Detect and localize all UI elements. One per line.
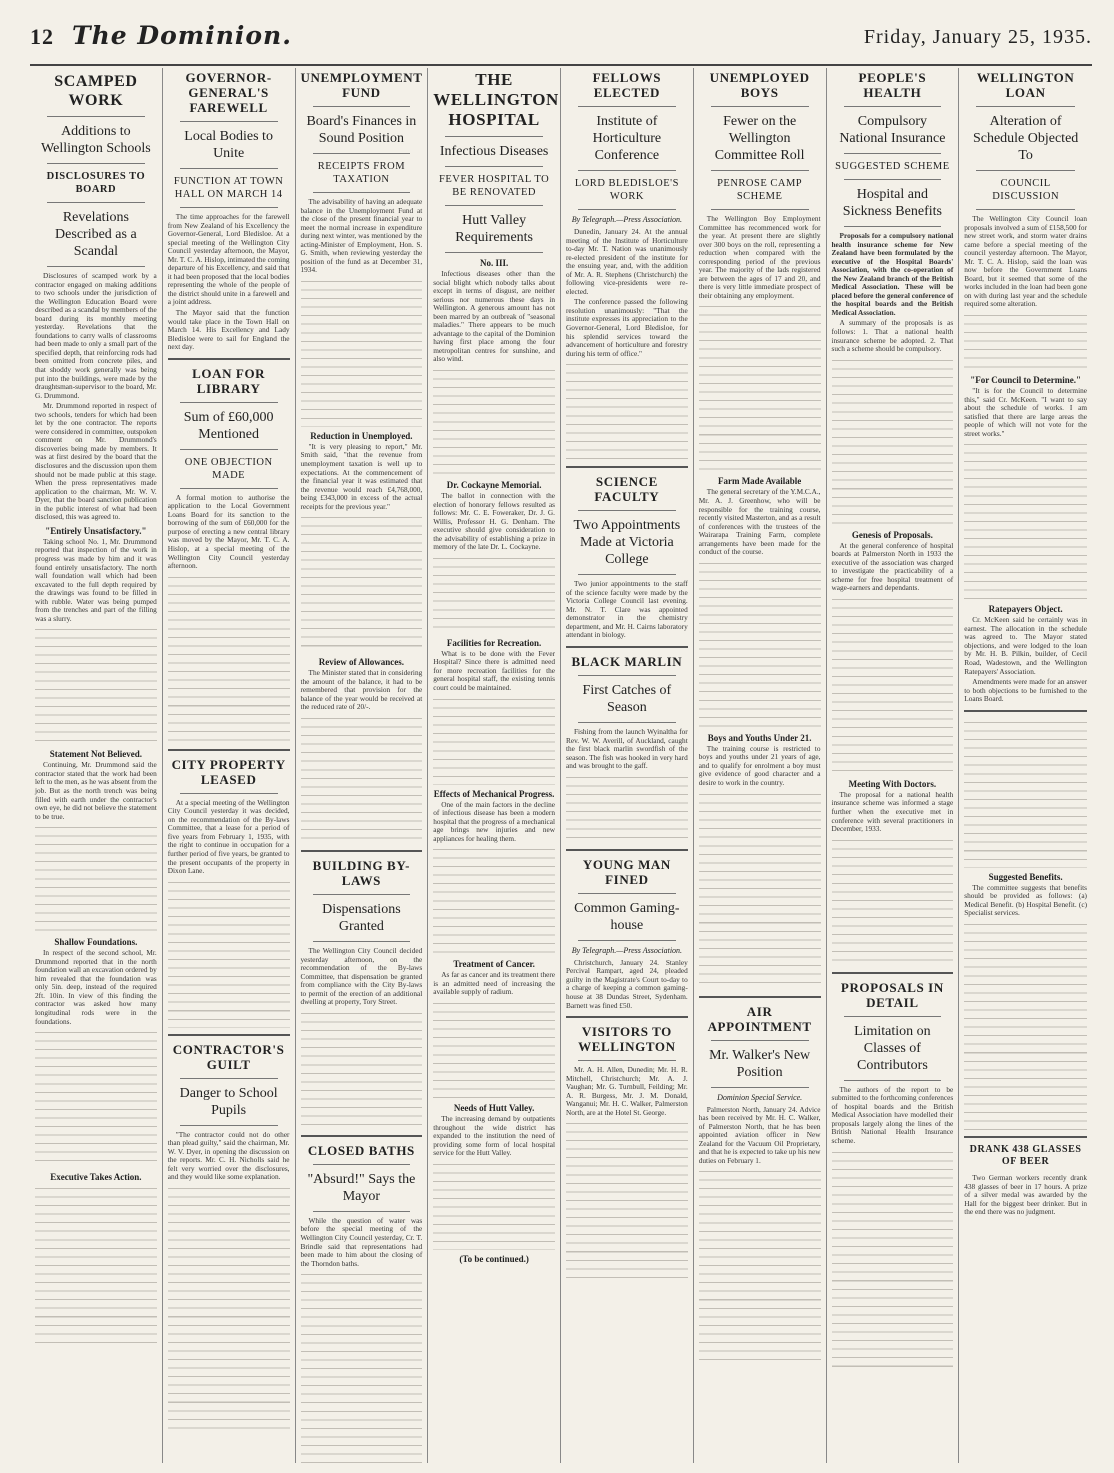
article-body: Two German workers recently drank 438 glasses of beer in 17 hours. A prize of a silver medal was awarded by the Hall for the biggest beer drinker. But in the end there was no judgment. — [964, 1172, 1087, 1217]
article-body: The authors of the report to be submitted to the forthcoming conferences of hospital boards and the British Medical Association have modelled their proposals largely along the lines of the British National Health Insurance scheme. — [831, 1084, 954, 1145]
column-6 — [694, 68, 827, 1463]
article-body: Christchurch, January 24. Stanley Percival Rampart, aged 24, pleaded guilty in the Magistrate's Court to-day to a charge of keeping a common gaming-house at 38 Dundas Street, Sydenham. Barnett was fined £50. — [566, 957, 688, 1010]
column-3 — [296, 68, 429, 1463]
article-body: In respect of the second school, Mr. Drummond reported that in the north foundation wall an excavation ordered by him revealed that the foundation was only 5in. deep, instead of the required 2ft. 10in. In view of this finding the contractor was asked how many longitudinal rods were in the foundations. — [35, 948, 157, 1026]
article-body: Dunedin, January 24. At the annual meeting of the Institute of Horticulture to-day Mr. T. Nation was unanimously re-elected president of the institute for the ensuing year, and, with the addition of Mr. A. R. Stephens (Christchurch) the following vice-presidents were re-elected. The conference passed the following resolution unanimously: "That the institute expresses its appreciation to the Governor-General, Lord Bledisloe, for his splendid services toward the advancement of horticulture and forestry during his term of office." — [566, 227, 688, 358]
article-body: Disclosures of scamped work by a contractor engaged on making additions to two schools under the jurisdiction of the Wellington Education Board were described as a scandal by members of the board during its monthly meeting yesterday. Revelations that the foundations to carry walls of classrooms had been made to only a small part of the specified depth, that reinforcing rods had been omitted from concrete piles, and that shoddy work generally was being put into the buildings, were made by the draughtsman-supervisor to the board, Mr. G. Drummond. Mr. Drummond reported in respect of two schools, tenders for which had been let by the one contractor. The reports were considered in committee, outspoken comment on Mr. Drummond's discoveries being made by members. It was at first desired by the board that the disclosures and the discussion upon them should not be made public at this stage. When the press representatives made application to the chairman, Mr. W. V. Dyer, that the board sanction publication in the public interest of what had been disclosed, this was agreed to. — [35, 271, 157, 522]
article-deck: SUGGESTED SCHEME — [835, 161, 950, 172]
article-body: Continuing, Mr. Drummond said the contractor stated that the work had been left to the men, as he was absent from the job. But as the north trench was being filled with earth under the contractor's own eye, he did not believe the statement to be true. — [35, 760, 157, 821]
article-deck: FEVER HOSPITAL TO BE RENOVATED — [439, 174, 550, 198]
series-number: No. III. — [479, 258, 509, 268]
article-headline: PROPOSALS IN DETAIL — [840, 979, 944, 1010]
article-deck: Danger to School Pupils — [179, 1085, 278, 1118]
newspaper-columns — [30, 68, 1092, 1463]
article-headline: LOAN FOR LIBRARY — [192, 365, 266, 396]
article-headline: SCAMPED WORK — [54, 73, 138, 109]
article-body: The training course is restricted to boys and youths under 21 years of age, and to qualify for enrolment a boy must give evidence of good character and a desire to work in the country. — [698, 743, 821, 788]
article-subhead: "For Council to Determine." — [970, 375, 1082, 386]
article-subhead: Treatment of Cancer. — [453, 959, 535, 970]
article-subhead: Ratepayers Object. — [988, 604, 1063, 615]
article-subhead: Suggested Benefits. — [988, 871, 1063, 882]
article-body: The proposal for a national health insurance scheme was informed a stage further when the executive met in conference with several practitioners in December, 1933. — [831, 789, 954, 834]
article-deck: ONE OBJECTION MADE — [184, 456, 273, 481]
column-4 — [428, 68, 561, 1463]
article-subhead: "Entirely Unsatisfactory." — [45, 525, 147, 536]
article-deck: Limitation on Classes of Contributors — [854, 1023, 931, 1073]
article-deck: Infectious Diseases — [439, 144, 549, 159]
article-headline: AIR APPOINTMENT — [707, 1003, 812, 1034]
article-deck: Sum of £60,000 Mentioned — [183, 409, 274, 442]
byline: By Telegraph.—Press Association. — [571, 215, 683, 224]
article-headline: CONTRACTOR'S GUILT — [172, 1041, 285, 1072]
article-headline: CITY PROPERTY LEASED — [171, 756, 286, 787]
article-headline: YOUNG MAN FINED — [582, 856, 671, 887]
article-body: The Minister stated that in considering the amount of the balance, it had to be remembered that provision for the balance of the year would be received at the reduced rate of 20/-. — [300, 668, 423, 712]
article-deck: DISCLOSURES TO BOARD — [46, 171, 146, 195]
column-7 — [827, 68, 960, 1463]
article-body: While the question of water was before the special meeting of the Wellington City Council yesterday, Cr. T. Brindle said that representations had been made to him about the closing of the Thorndon baths. — [300, 1215, 423, 1268]
article-headline: SCIENCE FACULTY — [594, 474, 660, 505]
article-deck: FUNCTION AT TOWN HALL ON MARCH 14 — [173, 176, 284, 200]
article-headline: VISITORS TO WELLINGTON — [578, 1024, 676, 1055]
article-body: The ballot in connection with the election of honorary fellows resulted as follows: Mr. C. E. Foweraker, Dr. J. G. Willis, Professor H. G. Denham. The executive should give consideration to the advisability of establishing a prize in memory of the late Dr. L. Cockayne. — [433, 491, 555, 552]
column-2 — [163, 68, 296, 1463]
article-subhead: Effects of Mechanical Progress. — [433, 788, 555, 799]
article-deck: RECEIPTS FROM TAXATION — [317, 161, 406, 185]
article-body: Taking school No. 1, Mr. Drummond reported that inspection of the work in progress was made by him and it was found entirely unsatisfactory. The north wall foundation wall which had been excavated to the full depth required by the drawings was found to be filled in with rubble. Water was being pumped from the trenches and part of the filling was a slurry. — [35, 536, 157, 623]
article-body: At a special meeting of the Wellington City Council yesterday it was decided, on the recommendation of the By-laws Committee, that a lease for a period of five years from February 1, 1935, with the right to continue in occupation for a further period of five years, be granted to the present occupants of the property in Dixon Lane. — [167, 797, 290, 876]
article-body: Fishing from the launch Wyinaltha for Rev. W. W. Averill, of Auckland, caught the first black marlin swordfish of the season. The fish was hooked in very hard and was brought to the gaff. — [566, 727, 688, 771]
article-subhead: Shallow Foundations. — [54, 937, 138, 948]
article-deck: COUNCIL DISCUSSION — [992, 178, 1060, 202]
article-body: Infectious diseases other than the social blight which nobody talks about except in terms of disgust, are neither serious nor numerous these days in Wellington. A generous amount has not been marred by an outbreak of "seasonal maladies." There appears to be much advantage to the capital of the Dominion having first place among the four metropolitan centres for sunshine, and also wind. — [433, 269, 555, 364]
article-headline: WELLINGTON LOAN — [976, 70, 1075, 100]
article-body: The Wellington City Council loan proposals involved a sum of £158,500 for new street work, and storm water drains came before a special meeting of the council yesterday afternoon. The Mayor, Mr. T. C. A. Hislop, said the loan was now before the Government Loans Board, but it seemed that some of the works included in the loan had been gone on with during last year and the schedule required some alteration. — [964, 214, 1087, 309]
article-headline: CLOSED BATHS — [307, 1142, 415, 1158]
article-body: Proposals for a compulsory national health insurance scheme for New Zealand have been formulated by the executive of the Hospital Boards' Association, with the co-operation of the New Zealand branch of the British Medical Association. These will be placed before the general conference of the hospital boards and the British Medical Association. A summary of the proposals is as follows: 1. That a national health insurance scheme be adopted. 2. That such a scheme should be compulsory. — [831, 231, 954, 354]
article-deck: LORD BLEDISLOE'S WORK — [574, 178, 679, 202]
article-deck: Common Gaming-house — [574, 900, 680, 933]
article-body: "The contractor could not do other than plead guilty," said the chairman, Mr. W. V. Dyer, in opening the discussion on the reports. Mr. C. H. Nicholls said he felt very worried over the disclosures, and they would like some explanation. — [167, 1129, 290, 1182]
article-headline: UNEMPLOYED BOYS — [709, 70, 810, 100]
article-subhead: Meeting With Doctors. — [848, 778, 937, 789]
article-body: As far as cancer and its treatment there is an admitted need of increasing the available supply of radium. — [433, 970, 555, 997]
column-8 — [959, 68, 1092, 1463]
article-deck: PENROSE CAMP SCHEME — [717, 178, 803, 202]
article-deck: Compulsory National Insurance — [839, 114, 946, 146]
article-body: Cr. McKeen said he certainly was in earnest. The allocation in the schedule was agreed to. The Mayor stated objections, and were lodged to the loan by Mr. H. B. Pilkin, builder, of Cecil Road, Wadestown, and the Wellington Ratepayers' Association. Amendments were made for an answer to both objections to be furnished to the Loans Board. — [964, 615, 1087, 704]
article-headline: BLACK MARLIN — [571, 654, 683, 670]
page-number: 12 — [30, 24, 54, 49]
continued-note: (To be continued.) — [459, 1253, 529, 1264]
article-body: The increasing demand by outpatients throughout the wide district has expanded to the institution the need of providing some form of local hospital service for the Hutt Valley. — [433, 1113, 555, 1158]
byline: By Telegraph.—Press Association. — [571, 945, 683, 955]
article-subhead: Statement Not Believed. — [49, 749, 142, 760]
article-subhead: Boys and Youths Under 21. — [707, 732, 812, 743]
issue-date: Friday, January 25, 1935. — [863, 26, 1092, 48]
article-body: One of the main factors in the decline of infectious disease has been a modern hospital that the progress of a mechanical age brings new injuries and new appliances for healing them. — [433, 799, 555, 843]
article-deck: Mr. Walker's New Position — [709, 1047, 811, 1080]
article-deck: Additions to Wellington Schools — [41, 124, 151, 156]
article-headline: DRANK 438 GLASSES OF BEER — [969, 1143, 1082, 1167]
article-body: The Wellington Boy Employment Committee has recommenced work for the year. At present there are slightly over 300 boys on the roll, representing a reduction when compared with the corresponding period of the previous year. The majority of the lads registered are between the ages of 17 and 20, and there is very little immediate prospect of their obtaining any employment. — [698, 214, 821, 300]
article-deck: Dispensations Granted — [322, 902, 401, 935]
article-body: The time approaches for the farewell from New Zealand of his Excellency the Governor-General, Lord Bledisloe. At a special meeting of the Wellington City Council yesterday afternoon, the Mayor, Mr. T. C. A. Hislop, intimated the coming departure of his Excellency, and said that it had been proposed that the local bodies representing the whole of the people of the district should unite in a farewell and a joint address. The Mayor said that the function would take place in the Town Hall on March 14. His Excellency and Lady Bledisloe were to sail for England the next day. — [167, 212, 290, 352]
article-headline: FELLOWS ELECTED — [592, 70, 662, 100]
article-headline: UNEMPLOYMENT FUND — [300, 70, 423, 100]
masthead — [30, 18, 1092, 66]
article-subhead: Needs of Hutt Valley. — [453, 1102, 535, 1113]
article-subhead: Genesis of Proposals. — [851, 529, 933, 540]
article-deck: Alteration of Schedule Objected To — [972, 114, 1079, 163]
article-body: A formal motion to authorise the application to the Local Government Loans Board for its sanction to the borrowing of the sum of £60,000 for the purpose of erecting a new central library was moved by the Mayor, Mr. T. C. A. Hislop, at a special meeting of the Wellington City Council yesterday afternoon. — [167, 492, 290, 571]
column-1 — [30, 68, 163, 1463]
article-headline: GOVERNOR-GENERAL'S FAREWELL — [185, 70, 272, 115]
article-deck: Fewer on the Wellington Committee Roll — [714, 114, 805, 163]
article-subhead: Executive Takes Action. — [50, 1172, 142, 1183]
article-subhead: Dr. Cockayne Memorial. — [446, 480, 542, 491]
article-deck: Hospital and Sickness Benefits — [842, 187, 942, 219]
article-headline: PEOPLE'S HEALTH — [858, 70, 927, 100]
byline: Dominion Special Service. — [717, 1092, 803, 1102]
article-body: What is to be done with the Fever Hospital? Since there is admitted need for more recreation facilities for the general hospital staff, the existing tennis court could be maintained. — [433, 648, 555, 693]
article-body: The committee suggests that benefits should be provided as follows: (a) Medical Benefit. (b) Hospital Benefit. (c) Specialist services. — [964, 882, 1087, 918]
article-deck: Institute of Horticulture Conference — [592, 114, 662, 163]
article-deck: Board's Finances in Sound Position — [306, 114, 417, 146]
article-body: The general secretary of the Y.M.C.A., Mr. A. J. Greenhow, who will be responsible for the training course, recently visited Masterton, and as a result of conferences with the trustees of the Wairarapa Training Farm, complete arrangements have been made for the conduct of the course. — [698, 487, 821, 557]
article-body: Mr. A. H. Allen, Dunedin; Mr. H. R. Mitchell, Christchurch; Mr. A. J. Vaughan; Mr. G. Turnbull, Feilding; Mr. A. R. Burgess, Mr. J. M. Donald, Wanganui; Mr. H. C. Walker, Palmerston North, are at the Hotel St. George. — [566, 1065, 688, 1117]
article-deck: First Catches of Season — [582, 683, 672, 716]
article-headline: BUILDING BY-LAWS — [312, 858, 411, 889]
article-body: Two junior appointments to the staff of the science faculty were made by the Victoria College Council last evening. Mr. N. T. Clare was appointed demonstrator in the chemistry department, and Mr. H. Cairns laboratory attendant in biology. — [566, 579, 688, 640]
article-body: "It is very pleasing to report," Mr. Smith said, "that the revenue from unemployment taxation is well up to expectations. At the commencement of the financial year it was estimated that the revenue would reach £4,768,000, being £343,000 in excess of the actual receipts for the previous year." — [300, 441, 423, 511]
article-deck: Revelations Described as a Scandal — [55, 210, 137, 259]
article-deck: Local Bodies to Unite — [184, 129, 273, 161]
article-subhead: Farm Made Available — [717, 476, 802, 487]
article-subhead: Reduction in Unemployed. — [310, 430, 413, 441]
article-body: "It is for the Council to determine this," said Cr. McKeen. "I want to say about the schedule of works. I am satisfied that there are large areas the people of which will not vote for the street works." — [964, 386, 1087, 438]
article-headline: THE WELLINGTON HOSPITAL — [433, 70, 559, 129]
article-deck: "Absurd!" Says the Mayor — [307, 1171, 416, 1204]
article-deck: Two Appointments Made at Victoria College — [573, 518, 681, 568]
article-body: The Wellington City Council decided yesterday afternoon, on the recommendation of the By-laws Committee, that dispensation be granted from compliance with the City By-laws to permit of the erection of an additional dwelling at property, Tory Street. — [300, 946, 423, 1007]
column-5 — [561, 68, 694, 1463]
article-body: Palmerston North, January 24. Advice has been received by Mr. H. C. Walker, of Palmerston North, that he has been appointed aviation officer in New Zealand for the Vacuum Oil Proprietary, and that he is expected to take up his new duties on February 1. — [698, 1104, 821, 1165]
newspaper-nameplate: The Dominion. — [72, 21, 292, 50]
article-body: At the general conference of hospital boards at Palmerston North in 1933 the executive of the association was charged to investigate the practicability of a scheme for free hospital treatment of wage-earners and dependants. — [831, 540, 954, 593]
article-subhead: Review of Allowances. — [318, 657, 404, 668]
article-subhead: Facilities for Recreation. — [446, 637, 542, 648]
article-body: The advisability of having an adequate balance in the Unemployment Fund at the close of the present financial year to meet the normal increase in expenditure during next winter, was mentioned by the acting-Minister of Employment, Hon. S. G. Smith, when reviewing yesterday the position of the fund as at December 31, 1934. — [300, 197, 423, 275]
article-deck: Hutt Valley Requirements — [455, 213, 533, 245]
